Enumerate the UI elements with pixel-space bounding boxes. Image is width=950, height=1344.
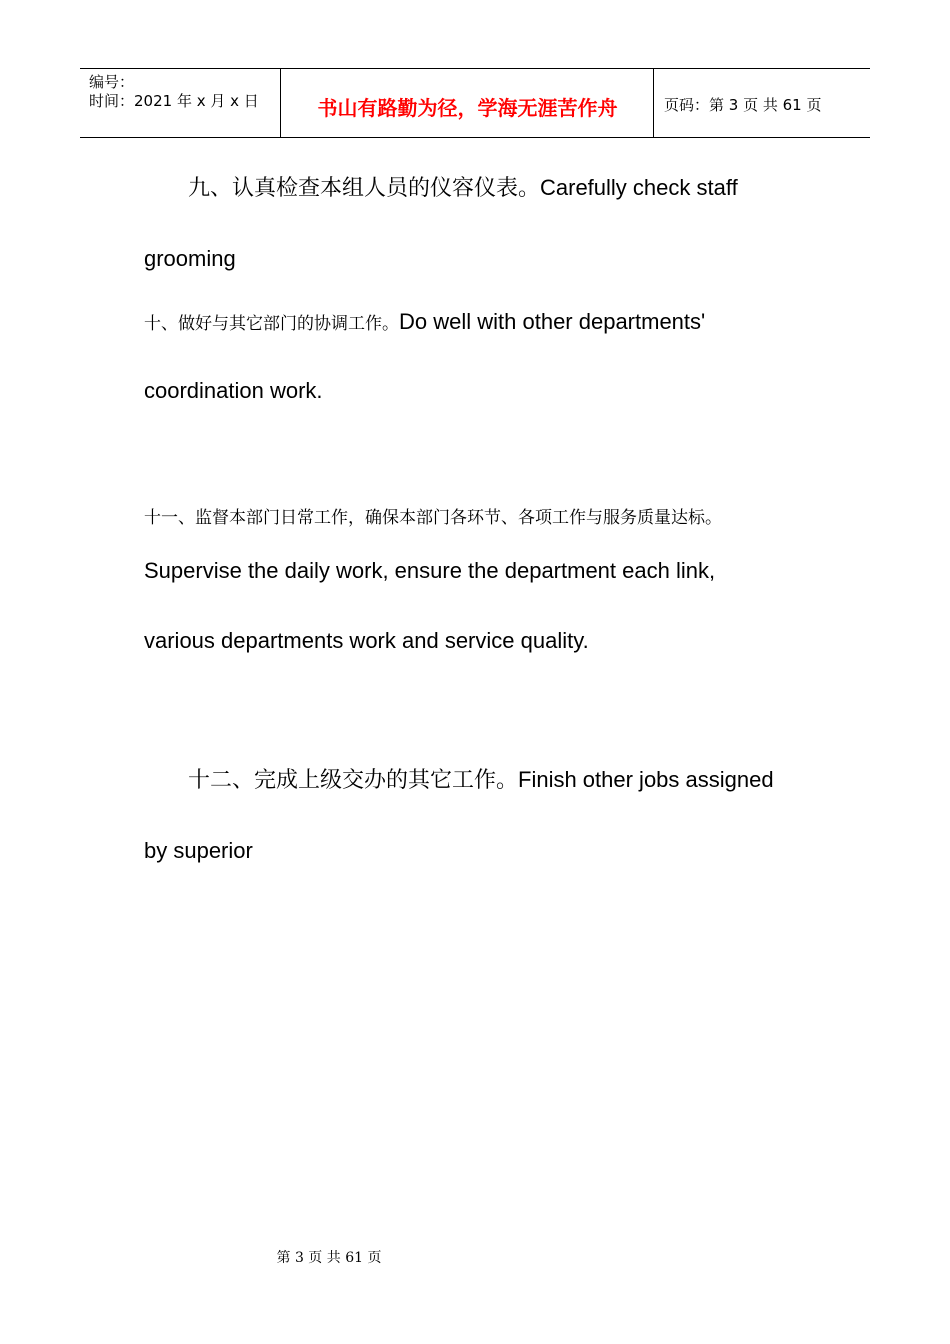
serial-number-label: 编号： — [89, 73, 135, 91]
header-page-cell — [654, 69, 870, 137]
item-11-line-2: Supervise the daily work, ensure the department each link, — [144, 558, 716, 583]
item-11-line-3: various departments work and service quality. — [144, 628, 589, 653]
item-10-line-2: coordination work. — [144, 378, 323, 403]
page-header — [80, 68, 870, 138]
date-label: 时间：2021 年 x 月 x 日 — [89, 92, 259, 110]
item-10-line-1 — [144, 309, 705, 335]
item-9-line-1: 九、认真检查本组人员的仪容仪表。Carefully check staff — [188, 175, 738, 200]
item-12-line-2: by superior — [144, 838, 253, 863]
item-10-cn-text: 十、做好与其它部门的协调工作。 — [144, 314, 399, 334]
header-motto-cell — [281, 69, 654, 137]
header-motto: 书山有路勤为径，学海无涯苦作舟 — [317, 96, 618, 120]
page-footer — [0, 1247, 950, 1267]
footer-page-number: 第 3 页 共 61 页 — [276, 1250, 382, 1266]
item-9-line-2: grooming — [144, 246, 236, 271]
header-meta-cell — [80, 69, 281, 137]
item-11-line-1: 十一、监督本部门日常工作，确保本部门各环节、各项工作与服务质量达标。 — [144, 508, 722, 528]
header-page-info: 页码：第 3 页 共 61 页 — [664, 96, 822, 114]
item-10-en-text: Do well with other departments' — [399, 309, 706, 334]
item-12-line-1: 十二、完成上级交办的其它工作。Finish other jobs assigned — [188, 767, 774, 792]
